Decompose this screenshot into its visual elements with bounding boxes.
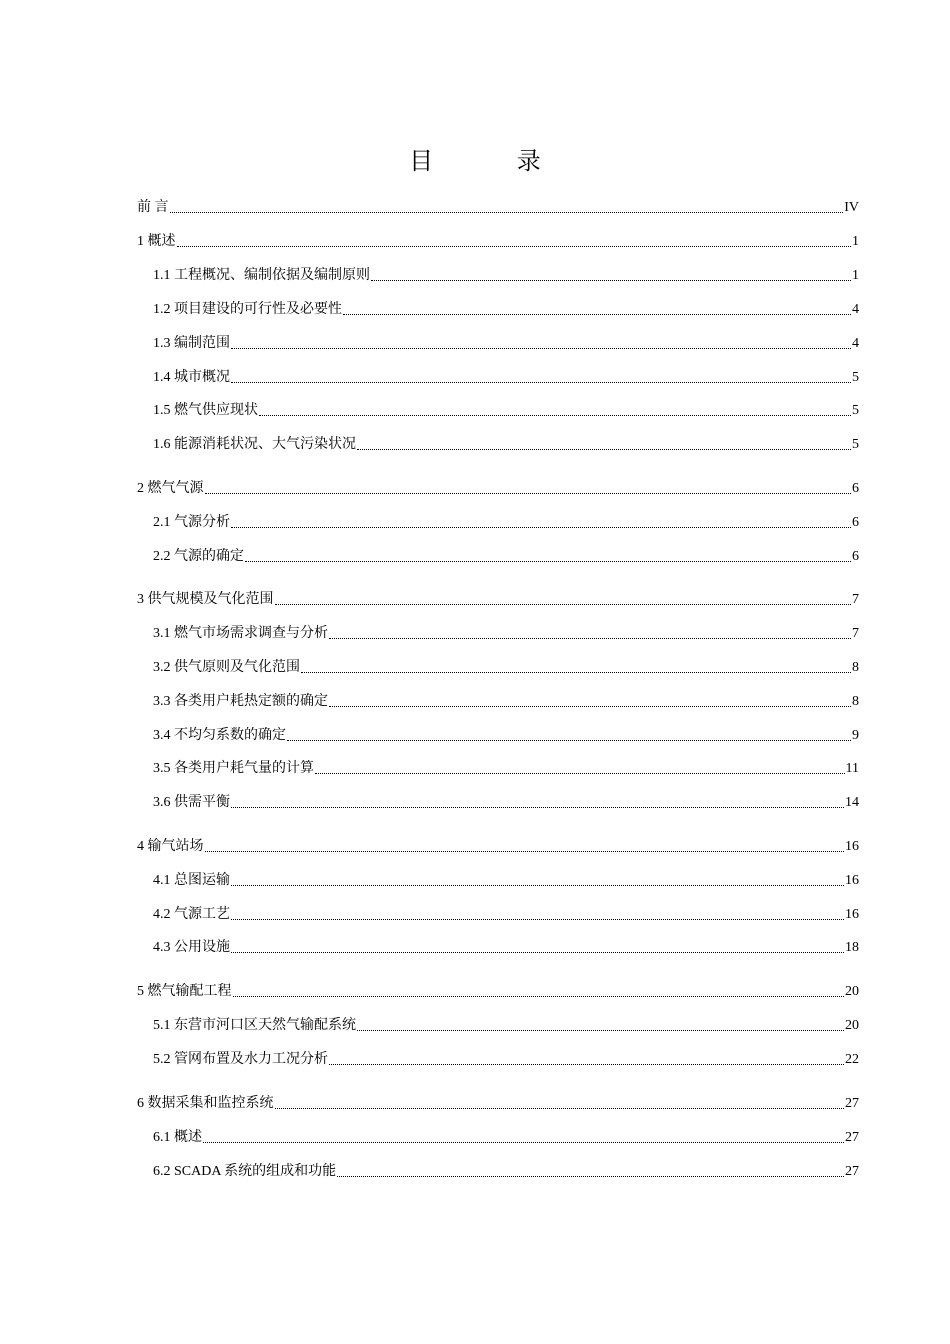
toc-entry-label: 1 概述 bbox=[137, 234, 176, 249]
toc-dot-leader bbox=[205, 492, 852, 494]
toc-entry-1-5[interactable] bbox=[153, 401, 859, 421]
toc-page-number: 4 bbox=[852, 336, 859, 351]
toc-page-number: 8 bbox=[852, 694, 859, 709]
toc-entry-1[interactable] bbox=[137, 232, 859, 252]
toc-dot-leader bbox=[177, 245, 852, 247]
toc-entry-label: 5.1 东营市河口区天然气输配系统 bbox=[153, 1018, 356, 1033]
toc-dot-leader bbox=[371, 279, 851, 281]
toc-entry-label: 1.4 城市概况 bbox=[153, 370, 230, 385]
toc-page-number: 5 bbox=[852, 437, 859, 452]
toc-entry-label: 3.2 供气原则及气化范围 bbox=[153, 660, 300, 675]
toc-page-number: 11 bbox=[845, 761, 859, 776]
toc-page-number: 20 bbox=[845, 1018, 859, 1033]
toc-page-number: 6 bbox=[852, 515, 859, 530]
toc-entry-label: 6.1 概述 bbox=[153, 1130, 202, 1145]
toc-dot-leader bbox=[301, 671, 851, 673]
toc-dot-leader bbox=[275, 1107, 845, 1109]
toc-entry-label: 2 燃气气源 bbox=[137, 481, 204, 496]
toc-entry-label: 3.3 各类用户耗热定额的确定 bbox=[153, 694, 328, 709]
toc-entry-label: 1.1 工程概况、编制依据及编制原则 bbox=[153, 268, 370, 283]
toc-entry-5-2[interactable] bbox=[153, 1050, 859, 1070]
toc-dot-leader bbox=[287, 739, 851, 741]
toc-page-number: 16 bbox=[845, 873, 859, 888]
toc-page-number: 5 bbox=[852, 403, 859, 418]
toc-dot-leader bbox=[231, 951, 844, 953]
toc-page-number: 27 bbox=[845, 1164, 859, 1179]
toc-page-number: 16 bbox=[845, 839, 859, 854]
toc-entry-label: 3.1 燃气市场需求调查与分析 bbox=[153, 626, 328, 641]
toc-page-number: 16 bbox=[845, 907, 859, 922]
toc-dot-leader bbox=[231, 347, 851, 349]
toc-page-number: 9 bbox=[852, 728, 859, 743]
toc-page-number: 7 bbox=[852, 592, 859, 607]
toc-entry-label: 5 燃气输配工程 bbox=[137, 984, 232, 999]
toc-entry-3-1[interactable] bbox=[153, 624, 859, 644]
toc-entry-label: 4.3 公用设施 bbox=[153, 940, 230, 955]
toc-dot-leader bbox=[231, 884, 844, 886]
toc-entry-preface[interactable] bbox=[137, 198, 859, 218]
toc-page-number: 5 bbox=[852, 370, 859, 385]
toc-entry-label: 1.2 项目建设的可行性及必要性 bbox=[153, 302, 342, 317]
toc-entry-4-3[interactable] bbox=[153, 938, 859, 958]
toc-dot-leader bbox=[233, 995, 845, 997]
page-title: 目 录 bbox=[409, 147, 579, 175]
toc-entry-label: 1.6 能源消耗状况、大气污染状况 bbox=[153, 437, 356, 452]
toc-entry-label: 2.1 气源分析 bbox=[153, 515, 230, 530]
toc-entry-label: 4.1 总图运输 bbox=[153, 873, 230, 888]
toc-dot-leader bbox=[231, 381, 851, 383]
toc-page-number: 22 bbox=[845, 1052, 859, 1067]
toc-entry-label: 2.2 气源的确定 bbox=[153, 549, 244, 564]
toc-entry-label: 1.5 燃气供应现状 bbox=[153, 403, 258, 418]
toc-page-number: 4 bbox=[852, 302, 859, 317]
toc-entry-4[interactable] bbox=[137, 837, 859, 857]
toc-entry-1-6[interactable] bbox=[153, 435, 859, 455]
toc-page-number: 7 bbox=[852, 626, 859, 641]
toc-entry-2[interactable] bbox=[137, 479, 859, 499]
toc-entry-3-3[interactable] bbox=[153, 692, 859, 712]
toc-entry-5[interactable] bbox=[137, 982, 859, 1002]
toc-page-number: 27 bbox=[845, 1096, 859, 1111]
toc-entry-6-2[interactable] bbox=[153, 1162, 859, 1182]
toc-entry-6[interactable] bbox=[137, 1094, 859, 1114]
toc-entry-2-1[interactable] bbox=[153, 513, 859, 533]
toc-dot-leader bbox=[275, 603, 852, 605]
toc-entry-3-6[interactable] bbox=[153, 793, 859, 813]
toc-dot-leader bbox=[357, 1029, 844, 1031]
toc-entry-label: 3.5 各类用户耗气量的计算 bbox=[153, 761, 314, 776]
toc-page-number: 1 bbox=[852, 268, 859, 283]
toc-page-number: 1 bbox=[852, 234, 859, 249]
toc-dot-leader bbox=[231, 806, 844, 808]
toc-dot-leader bbox=[329, 637, 851, 639]
toc-page-number: 14 bbox=[845, 795, 859, 810]
toc-entry-1-4[interactable] bbox=[153, 368, 859, 388]
toc-entry-4-1[interactable] bbox=[153, 871, 859, 891]
toc-dot-leader bbox=[170, 211, 844, 213]
toc-dot-leader bbox=[337, 1175, 844, 1177]
toc-entry-1-3[interactable] bbox=[153, 334, 859, 354]
toc-dot-leader bbox=[329, 705, 851, 707]
toc-dot-leader bbox=[343, 313, 851, 315]
toc-entry-label: 6 数据采集和监控系统 bbox=[137, 1096, 274, 1111]
toc-page-number: IV bbox=[844, 200, 859, 215]
toc-dot-leader bbox=[205, 850, 845, 852]
toc-dot-leader bbox=[329, 1063, 844, 1065]
toc-dot-leader bbox=[315, 772, 845, 774]
toc-entry-2-2[interactable] bbox=[153, 547, 859, 567]
toc-entry-5-1[interactable] bbox=[153, 1016, 859, 1036]
toc-page-number: 20 bbox=[845, 984, 859, 999]
toc-dot-leader bbox=[259, 414, 851, 416]
toc-entry-label: 3 供气规模及气化范围 bbox=[137, 592, 274, 607]
toc-entry-label: 1.3 编制范围 bbox=[153, 336, 230, 351]
toc-page-number: 6 bbox=[852, 549, 859, 564]
toc-entry-3[interactable] bbox=[137, 590, 859, 610]
toc-dot-leader bbox=[231, 526, 851, 528]
toc-entry-label: 4 输气站场 bbox=[137, 839, 204, 854]
toc-entry-label: 前 言 bbox=[137, 200, 169, 215]
toc-entry-4-2[interactable] bbox=[153, 905, 859, 925]
toc-entry-label: 3.6 供需平衡 bbox=[153, 795, 230, 810]
toc-entry-label: 3.4 不均匀系数的确定 bbox=[153, 728, 286, 743]
toc-dot-leader bbox=[357, 448, 851, 450]
toc-page-number: 27 bbox=[845, 1130, 859, 1145]
toc-dot-leader bbox=[231, 918, 844, 920]
toc-page-number: 18 bbox=[845, 940, 859, 955]
toc-dot-leader bbox=[245, 560, 851, 562]
toc-entry-3-2[interactable] bbox=[153, 658, 859, 678]
toc-entry-3-4[interactable] bbox=[153, 726, 859, 746]
toc-entry-1-2[interactable] bbox=[153, 300, 859, 320]
toc-entry-3-5[interactable] bbox=[153, 759, 859, 779]
toc-page-number: 6 bbox=[852, 481, 859, 496]
toc-page-number: 8 bbox=[852, 660, 859, 675]
toc-entry-1-1[interactable] bbox=[153, 266, 859, 286]
toc-entry-label: 6.2 SCADA 系统的组成和功能 bbox=[153, 1164, 337, 1179]
toc-entry-6-1[interactable] bbox=[153, 1128, 859, 1148]
toc-entry-label: 4.2 气源工艺 bbox=[153, 907, 230, 922]
toc-entry-label: 5.2 管网布置及水力工况分析 bbox=[153, 1052, 328, 1067]
toc-dot-leader bbox=[203, 1141, 844, 1143]
